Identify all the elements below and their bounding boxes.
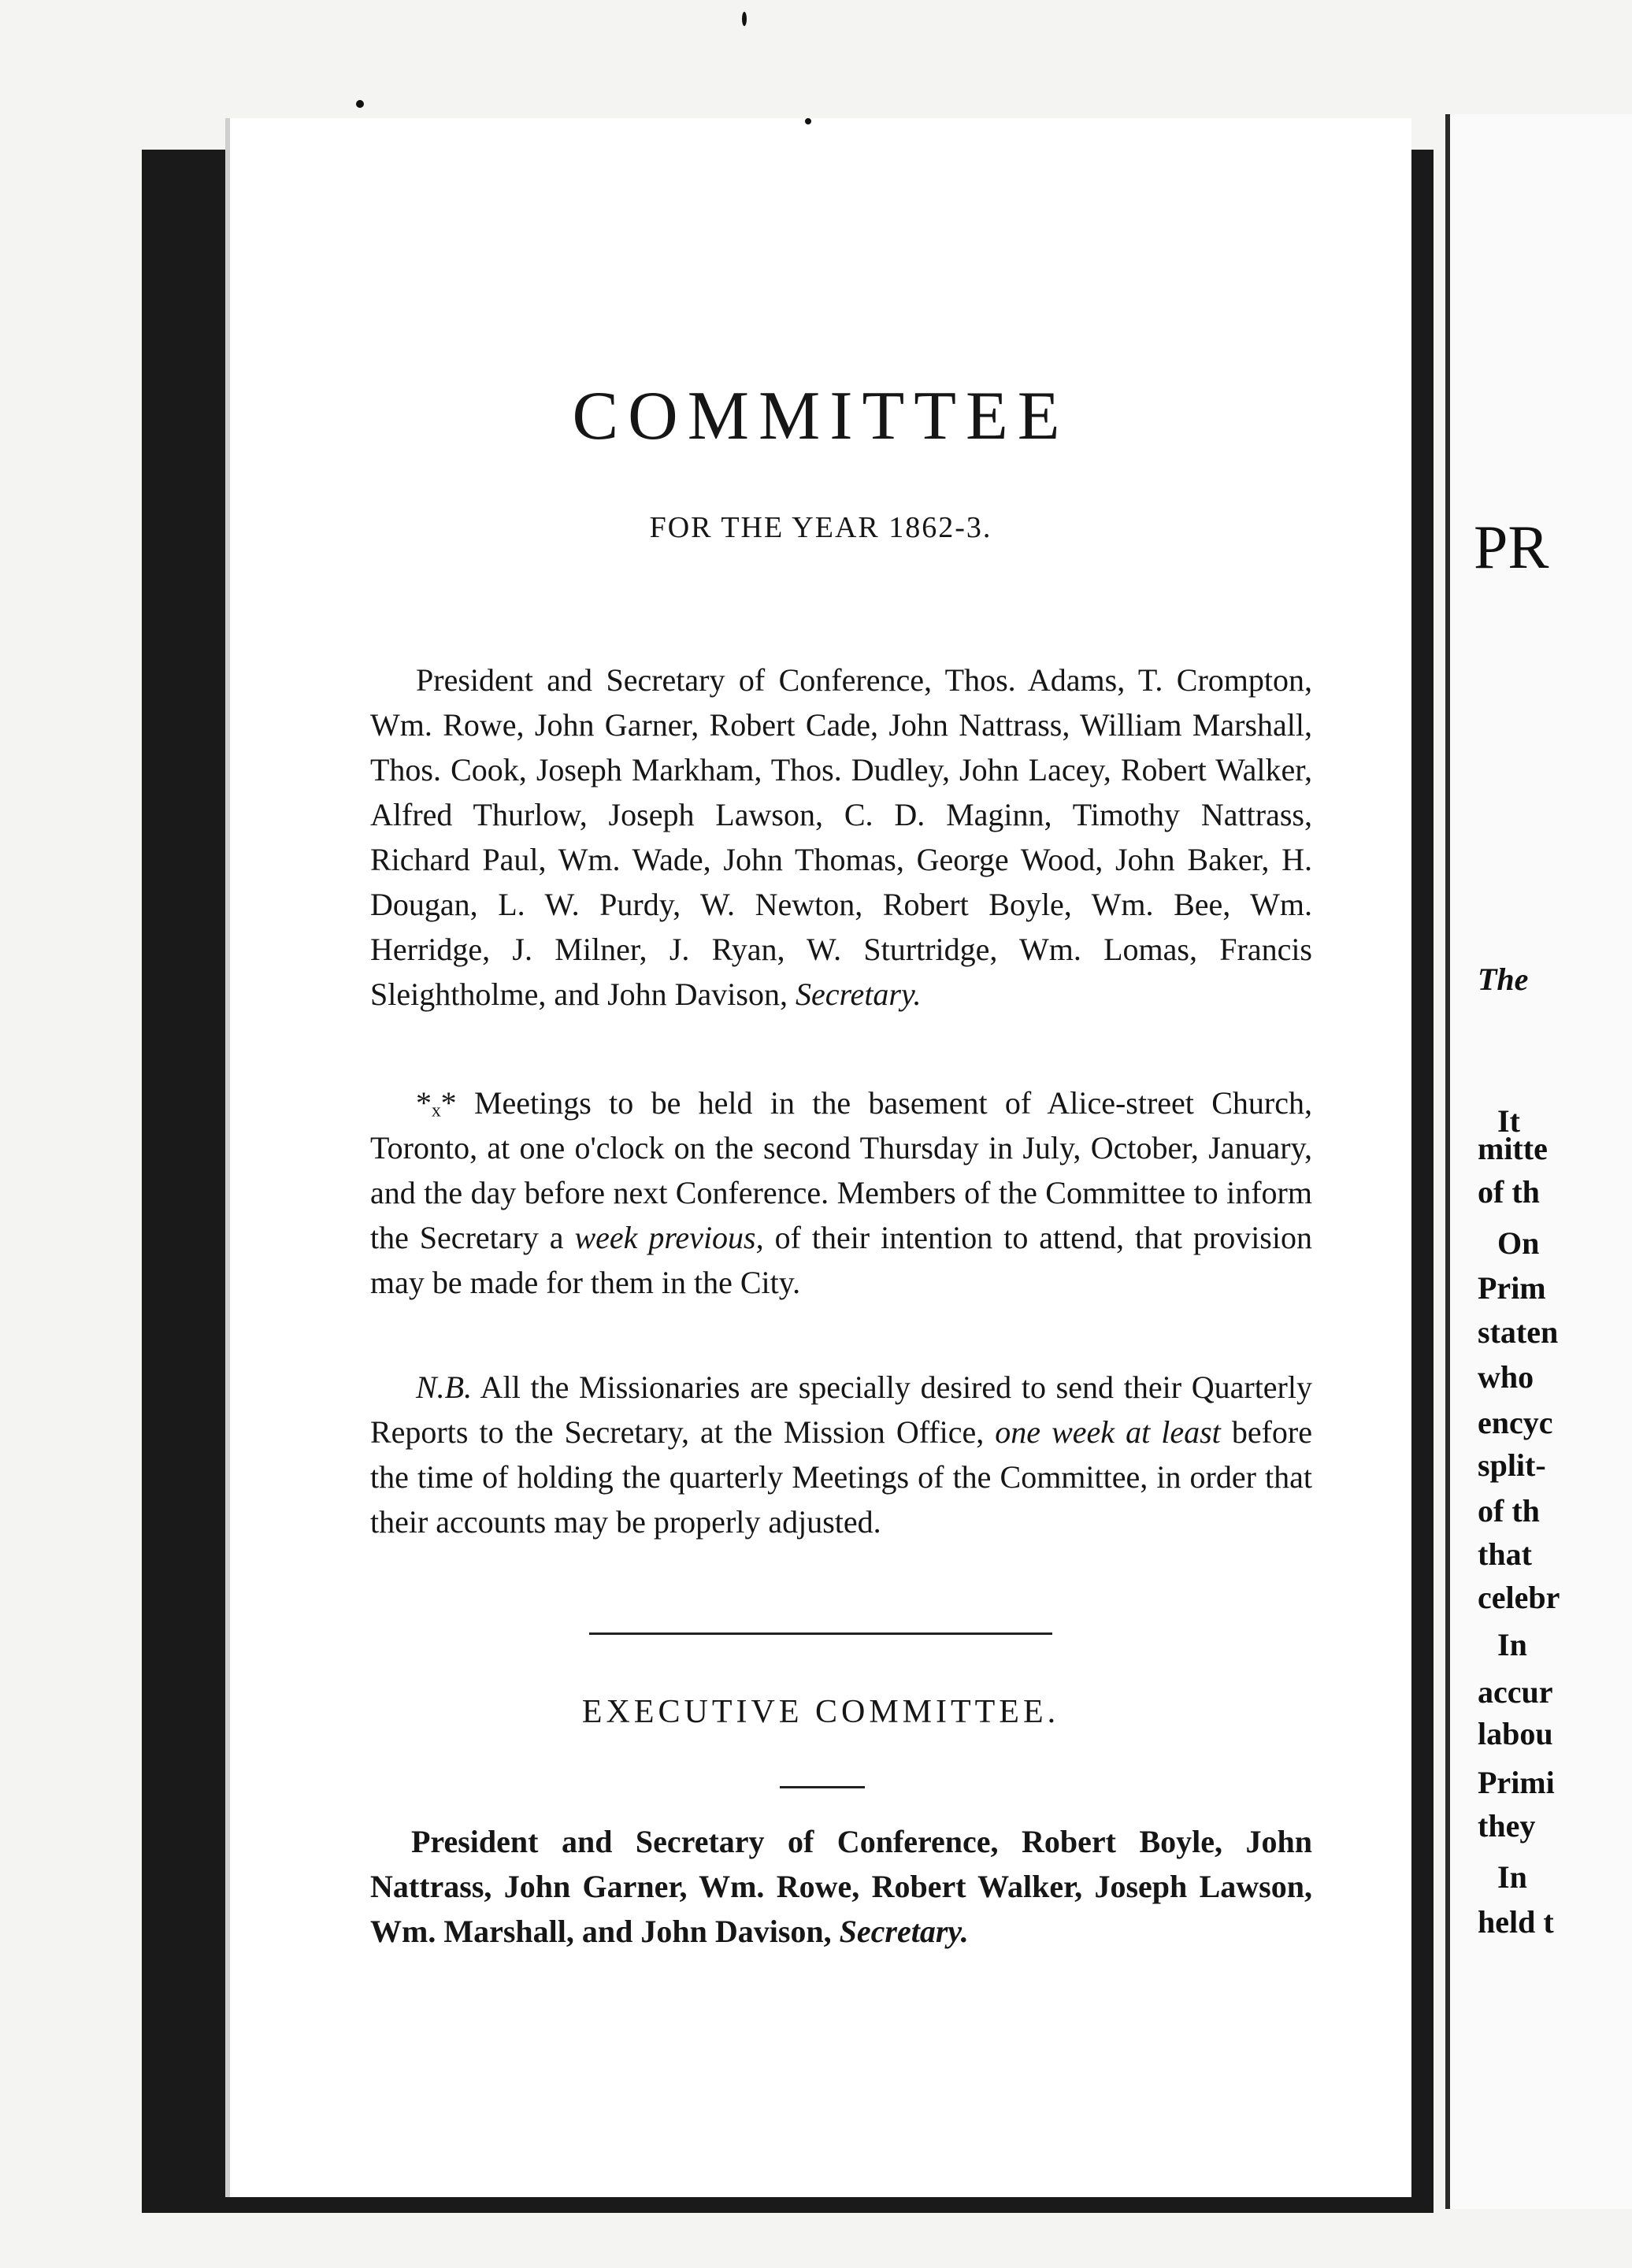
nota-bene-paragraph xyxy=(370,1365,1312,1544)
adjacent-page-word: It xyxy=(1497,1103,1520,1139)
adjacent-page-word: celebr xyxy=(1478,1580,1560,1615)
adjacent-page-word: Prim xyxy=(1478,1270,1546,1306)
meetings-text-end: of their intention to attend, that provision may be made for them in the City. xyxy=(370,1220,1312,1300)
committee-secretary-role: Secretary. xyxy=(795,976,922,1012)
adjacent-page-word: Primi xyxy=(1478,1765,1555,1800)
adjacent-page-word: mitte xyxy=(1478,1131,1548,1166)
adjacent-page-word: they xyxy=(1478,1808,1536,1844)
adjacent-page-word: split- xyxy=(1478,1447,1546,1483)
scan-speck xyxy=(356,100,364,108)
short-divider xyxy=(780,1786,865,1788)
adjacent-page-word: held t xyxy=(1478,1904,1554,1940)
meetings-emphasis: week previous, xyxy=(574,1220,764,1255)
executive-secretary-role: Secretary. xyxy=(839,1914,969,1949)
adjacent-page-fragments xyxy=(1450,114,1632,2209)
adjacent-page-word: encyc xyxy=(1478,1405,1553,1440)
adjacent-page-word: PR xyxy=(1474,513,1549,581)
adjacent-page-word: accur xyxy=(1478,1674,1553,1710)
adjacent-page-word: staten xyxy=(1478,1314,1559,1350)
adjacent-page-word: that xyxy=(1478,1536,1532,1572)
executive-members-paragraph xyxy=(370,1819,1312,1954)
adjacent-page-word: of th xyxy=(1478,1493,1540,1529)
nota-bene-text-end: before the time of holding the quarterly Meetings of the Committee, in order that their accounts may be properly adjusted. xyxy=(370,1414,1312,1540)
committee-members-paragraph xyxy=(370,658,1312,1017)
adjacent-page-word: of th xyxy=(1478,1174,1540,1210)
adjacent-page-word: who xyxy=(1478,1359,1534,1395)
section-divider xyxy=(589,1632,1052,1635)
asterism-mark: *ₓ* xyxy=(416,1085,474,1121)
adjacent-page-word: In xyxy=(1497,1627,1527,1662)
nota-bene-text: All the Missionaries are specially desired to send their Quarterly Reports to the Secretary, at the Mission Office, xyxy=(370,1369,1312,1450)
committee-members-text: President and Secretary of Conference, Thos. Adams, T. Crompton, Wm. Rowe, John Garner, Robert Cade, John Nattrass, William Marshall, Thos. Cook, Joseph Markham, Thos. Dudley, John Lacey, Robert Walker, Alfred Thurlow, Joseph Lawson, C. D. Maginn, Timothy Nattrass, Richard Paul, Wm. Wade, John Thomas, George Wood, John Baker, H. Dougan, L. W. Purdy, W. Newton, Robert Boyle, Wm. Bee, Wm. Herridge, J. Milner, J. Ryan, W. Sturtridge, Wm. Lomas, Francis Sleightholme, and John Davison, xyxy=(370,662,1312,1012)
adjacent-page-word: labou xyxy=(1478,1716,1553,1751)
scan-speck xyxy=(805,118,811,124)
nota-bene-label: N.B. xyxy=(416,1369,473,1405)
adjacent-page-word: In xyxy=(1497,1859,1527,1895)
nota-bene-emphasis: one week at least xyxy=(995,1414,1221,1450)
meetings-text: Meetings to be held in the basement of Alice-street Church, Toronto, at one o'clock on the second Thursday in July, October, January, and the day before next Conference. Members of the Committee to inform the Secretary a xyxy=(370,1085,1312,1255)
page-subtitle: FOR THE YEAR 1862-3. xyxy=(649,511,992,544)
adjacent-page xyxy=(1445,114,1632,2209)
meetings-paragraph xyxy=(370,1080,1312,1305)
executive-heading: EXECUTIVE COMMITTEE. xyxy=(581,1694,1060,1730)
executive-members-text: President and Secretary of Conference, Robert Boyle, John Nattrass, John Garner, Wm. Rowe, Robert Walker, Joseph Lawson, Wm. Marshall, and John Davison, xyxy=(370,1824,1312,1949)
page-title: COMMITTEE xyxy=(572,378,1070,454)
adjacent-page-word: The xyxy=(1478,962,1529,997)
scan-speck xyxy=(742,12,747,26)
adjacent-page-word: On xyxy=(1497,1225,1540,1261)
